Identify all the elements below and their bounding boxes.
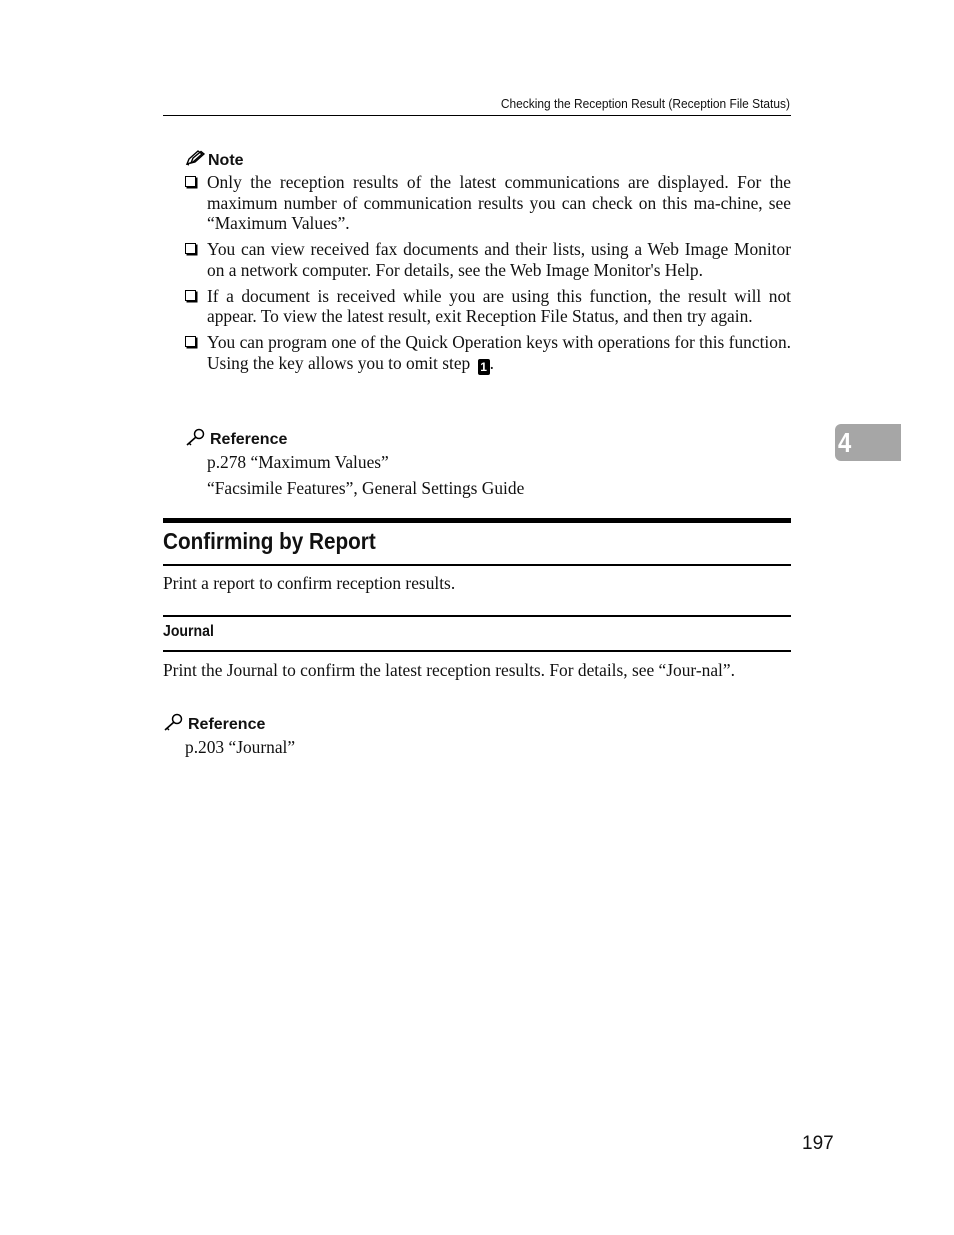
subsection-body: Print the Journal to confirm the latest reception results. For details, see “Jour-nal”. [163,660,735,680]
note-item-text: If a document is received while you are using this function, the result will not appear. To view the latest result, exit Reception File Status, and then try again. [207,285,791,326]
checkbox-bullet-icon [185,290,196,301]
checkbox-bullet-icon [185,243,196,254]
note-item [185,172,791,234]
reference-label: Reference [188,715,266,733]
reference-heading [163,713,265,736]
note-item [185,332,791,375]
pencil-icon [185,150,208,171]
header-rule [163,115,791,116]
reference-label: Reference [210,430,288,448]
note-item [185,286,791,327]
section-bottom-rule [163,564,791,566]
key-icon [163,713,188,736]
note-label: Note [208,151,244,169]
note-item-text-end: . [489,352,494,373]
note-item-text: Only the reception results of the latest communications are displayed. For the maximum number of communication results you can check on this ma-chine, see “Maximum Values”. [207,172,791,233]
key-icon [185,428,210,451]
section-title: Confirming by Report [163,528,376,554]
chapter-number: 4 [838,427,852,458]
reference-link[interactable]: “Facsimile Features”, General Settings Guide [207,478,525,498]
chapter-tab [835,424,901,461]
note-item-text: You can view received fax documents and their lists, using a Web Image Monitor on a network computer. For details, see the Web Image Monitor's Help. [207,239,791,280]
note-heading [185,150,244,171]
subsection-top-rule [163,615,791,617]
subsection-title: Journal [163,623,214,640]
reference-heading [185,428,287,451]
note-item-text: You can program one of the Quick Operation keys with operations for this function. Using the key allows you to omit step [207,332,791,373]
reference-link[interactable]: p.278 “Maximum Values” [207,452,389,472]
note-item [185,239,791,280]
section-intro: Print a report to confirm reception results. [163,573,456,593]
note-list [185,172,791,380]
checkbox-bullet-icon [185,176,196,187]
checkbox-bullet-icon [185,336,196,347]
page-number: 197 [802,1133,834,1154]
subsection-bottom-rule [163,650,791,652]
running-header: Checking the Reception Result (Reception File Status) [500,96,790,111]
step-number-badge: 1 [478,359,490,375]
reference-link[interactable]: p.203 “Journal” [185,737,296,757]
section-top-rule [163,518,791,523]
